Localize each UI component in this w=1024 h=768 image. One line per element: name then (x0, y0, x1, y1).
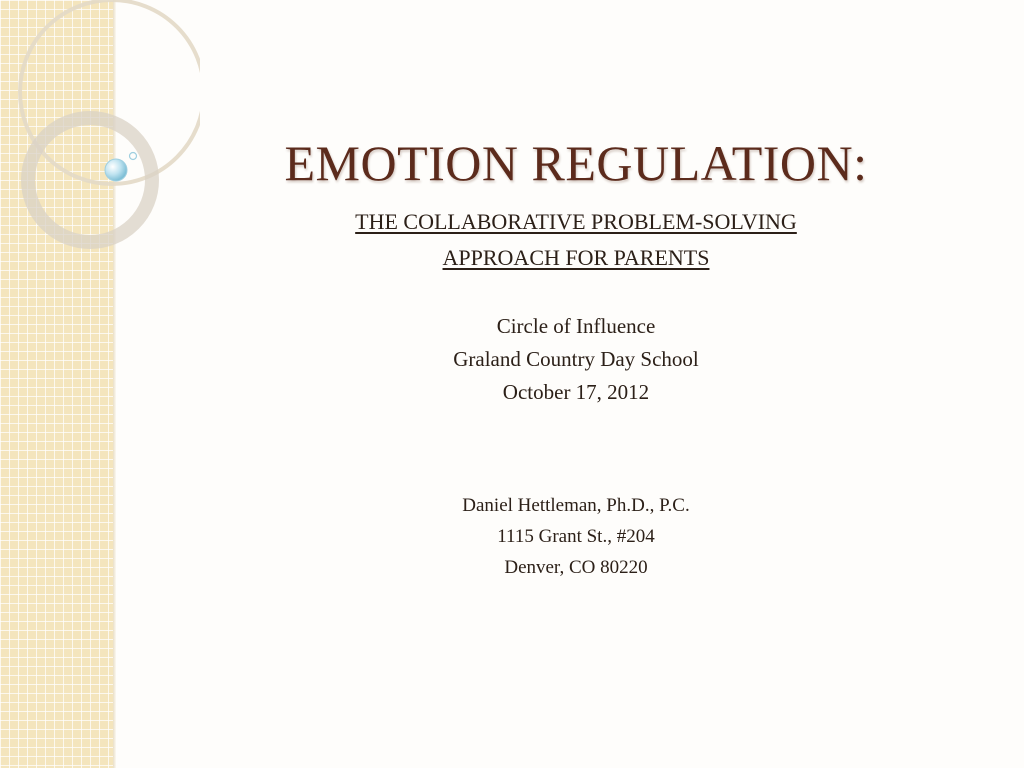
presenter-name: Daniel Hettleman, Ph.D., P.C. (462, 495, 690, 516)
event-name: Circle of Influence (496, 314, 656, 338)
event-info (120, 310, 1024, 409)
presenter-address-line-1: 1115 Grant St., #204 (497, 526, 655, 547)
presenter-info (120, 490, 1024, 583)
slide-title: EMOTION REGULATION: (284, 135, 868, 191)
presenter-address-line-2: Denver, CO 80220 (504, 557, 648, 578)
event-location: Graland Country Day School (453, 347, 699, 371)
event-date: October 17, 2012 (502, 380, 650, 404)
slide-content (120, 0, 1024, 768)
subtitle-line-2: APPROACH FOR PARENTS (442, 245, 710, 270)
subtitle-line-1: THE COLLABORATIVE PROBLEM-SOLVING (355, 209, 797, 234)
slide-subtitle (120, 204, 1024, 276)
